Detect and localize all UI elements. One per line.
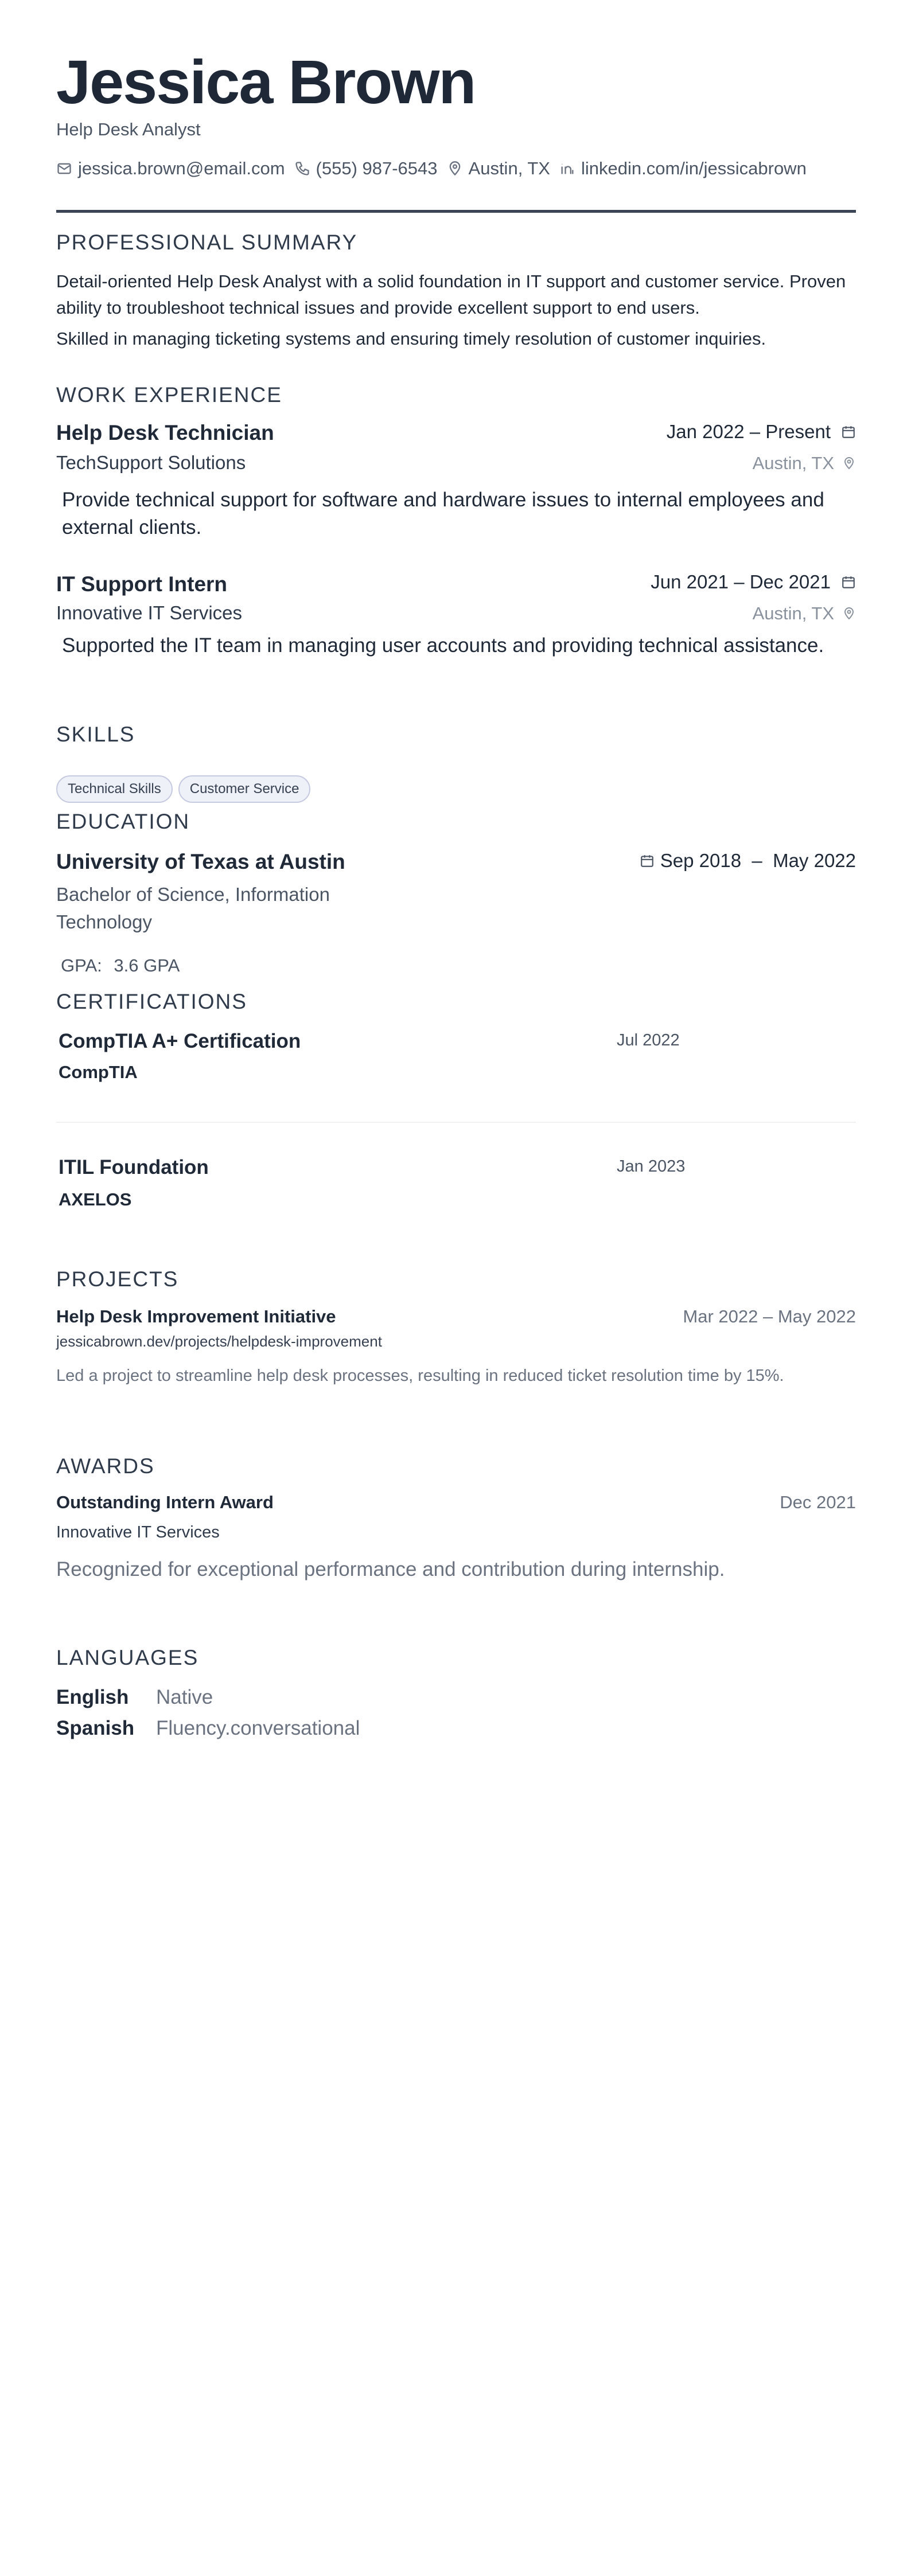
project-dates: Mar 2022 – May 2022 [683, 1306, 856, 1326]
gpa-label: GPA: [61, 955, 102, 975]
header-divider [56, 210, 856, 213]
education-dates [640, 850, 856, 872]
job-dates [651, 571, 856, 593]
language-level: Fluency.conversational [156, 1717, 360, 1739]
calendar-icon [841, 424, 856, 439]
award-issuer: Innovative IT Services [56, 1523, 220, 1541]
job-description: Provide technical support for software and hardware issues to internal employees and external clients. [62, 489, 824, 538]
job-location-text: Austin, TX [752, 603, 834, 623]
contact-email[interactable] [56, 158, 285, 179]
contact-bar [56, 158, 816, 179]
language-name: Spanish [56, 1717, 135, 1739]
section-heading-projects: PROJECTS [56, 1267, 179, 1291]
project-description: Led a project to streamline help desk processes, resulting in reduced ticket resolution time by 15%. [56, 1367, 784, 1385]
section-heading-languages: LANGUAGES [56, 1646, 199, 1669]
job-location [753, 453, 856, 474]
certification-divider [56, 1122, 856, 1123]
section-heading-skills: SKILLS [56, 723, 135, 746]
job-company: Innovative IT Services [56, 602, 243, 623]
job-dates-text: Jun 2021 – Dec 2021 [651, 571, 831, 592]
education-gpa [61, 955, 180, 976]
job-location-text: Austin, TX [752, 453, 834, 473]
language-name: English [56, 1686, 129, 1708]
skill-chip: Technical Skills [56, 775, 173, 803]
job-title: Help Desk Technician [56, 421, 274, 444]
job-description: Supported the IT team in managing user accounts and providing technical assistance. [62, 634, 824, 657]
contact-phone[interactable] [294, 158, 438, 179]
job-dates [667, 421, 856, 443]
education-degree: Bachelor of Science, Information Technology [56, 884, 330, 932]
contact-location-text: Austin, TX [468, 158, 550, 178]
linkedin-icon [559, 161, 575, 177]
skill-chip: Customer Service [178, 775, 311, 803]
certification-date: Jan 2023 [617, 1157, 686, 1176]
contact-linkedin[interactable] [559, 158, 807, 179]
skills-list [56, 775, 316, 803]
certification-issuer: CompTIA [59, 1062, 138, 1082]
candidate-name: Jessica Brown [56, 47, 476, 116]
certification-date: Jul 2022 [617, 1031, 680, 1049]
job-company: TechSupport Solutions [56, 452, 246, 473]
summary-paragraph-2: Skilled in managing ticketing systems and ensuring timely resolution of customer inquiries. [56, 329, 766, 349]
job-dates-text: Jan 2022 – Present [666, 421, 831, 442]
phone-icon [294, 161, 310, 177]
contact-phone-text: (555) 987-6543 [316, 158, 438, 178]
candidate-title: Help Desk Analyst [56, 119, 201, 139]
calendar-icon [841, 575, 856, 590]
map-pin-icon [447, 161, 463, 177]
project-name: Help Desk Improvement Initiative [56, 1306, 336, 1326]
education-school: University of Texas at Austin [56, 850, 345, 873]
map-pin-icon [842, 607, 856, 620]
education-dates-text: Sep 2018 – May 2022 [660, 850, 856, 871]
section-heading-awards: AWARDS [56, 1454, 155, 1478]
award-date: Dec 2021 [780, 1492, 856, 1512]
award-name: Outstanding Intern Award [56, 1492, 274, 1512]
contact-linkedin-text: linkedin.com/in/jessicabrown [581, 158, 807, 178]
section-heading-certifications: CERTIFICATIONS [56, 990, 247, 1013]
certification-name: ITIL Foundation [59, 1156, 209, 1178]
section-heading-experience: WORK EXPERIENCE [56, 383, 282, 407]
map-pin-icon [842, 456, 856, 470]
calendar-icon [640, 853, 655, 868]
award-description: Recognized for exceptional performance and contribution during internship. [56, 1558, 725, 1580]
section-heading-summary: PROFESSIONAL SUMMARY [56, 231, 358, 254]
certification-issuer: AXELOS [59, 1189, 132, 1209]
language-level: Native [156, 1686, 213, 1708]
gpa-value: 3.6 GPA [114, 955, 180, 975]
job-title: IT Support Intern [56, 572, 228, 596]
contact-location [447, 158, 550, 179]
contact-email-text: jessica.brown@email.com [78, 158, 285, 178]
section-heading-education: EDUCATION [56, 810, 190, 833]
summary-paragraph-1: Detail-oriented Help Desk Analyst with a solid foundation in IT support and customer service. Proven ability to troubleshoot technical issues and provide excellent support to end users. [56, 271, 846, 318]
project-link[interactable]: jessicabrown.dev/projects/helpdesk-improvement [56, 1333, 382, 1350]
job-location [753, 603, 856, 624]
certification-name: CompTIA A+ Certification [59, 1030, 301, 1052]
mail-icon [56, 161, 72, 177]
